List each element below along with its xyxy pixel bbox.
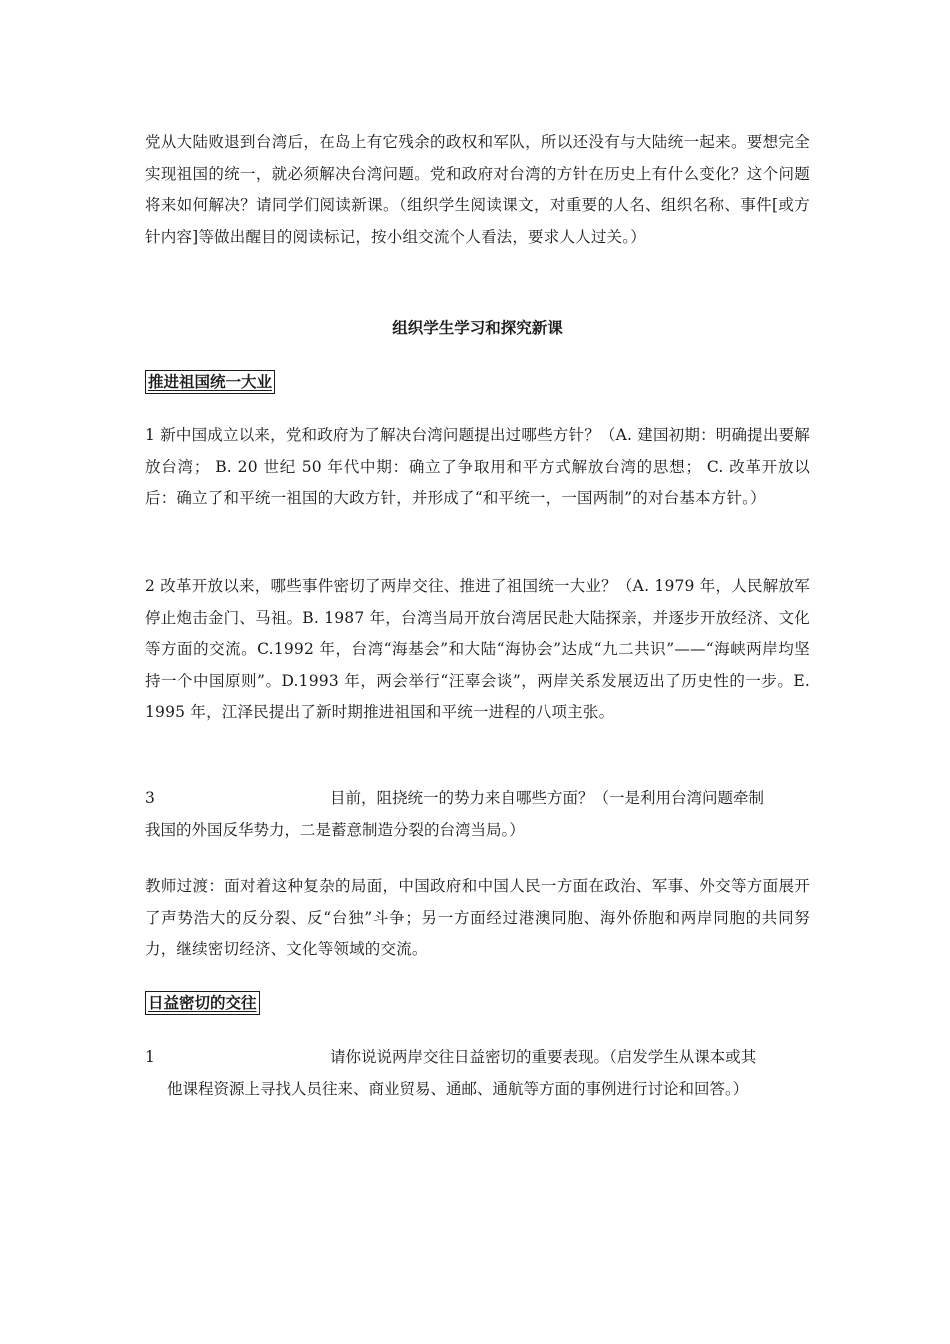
question-2-paragraph: 2 改革开放以来，哪些事件密切了两岸交往、推进了祖国统一大业？（A. 1979 年，人民解放军停止炮击金门、马祖。B. 1987 年，台湾当局开放台湾居民赴大陆探亲，并逐步开放经济、文化等方面的交流。C.1992 年，台湾“海基会”和大陆“海协会”达成“九二共识”——“海峡两岸均坚持一个中国原则”。D.1993 年，两会举行“汪辜会谈”，两岸关系发展迈出了历史性的一步。E. 1995 年，江泽民提出了新时期推进祖国和平统一进程的八项主张。 xyxy=(145,577,810,721)
question-3-number: 3 xyxy=(145,789,155,807)
section-heading-unification: 推进祖国统一大业 xyxy=(145,370,275,394)
section2-question-1-first-line: 请你说说两岸交往日益密切的重要表现。（启发学生从课本或其 xyxy=(330,1048,757,1066)
teacher-transition-paragraph: 教师过渡：面对着这种复杂的局面，中国政府和中国人民一方面在政治、军事、外交等方面展开了声势浩大的反分裂、反“台独”斗争；另一方面经过港澳同胞、海外侨胞和两岸同胞的共同努力，继续密切经济、文化等领域的交流。 xyxy=(145,877,810,958)
question-3-first-line: 目前，阻挠统一的势力来自哪些方面？（一是利用台湾问题牵制 xyxy=(330,789,765,807)
question-3-paragraph xyxy=(145,783,810,846)
section2-question-1-rest: 他课程资源上寻找人员往来、商业贸易、通邮、通航等方面的事例进行讨论和回答。） xyxy=(167,1079,749,1098)
section2-question-1-number: 1 xyxy=(145,1048,155,1066)
section-heading-exchanges: 日益密切的交往 xyxy=(145,991,260,1015)
question-1-paragraph: 1 新中国成立以来，党和政府为了解决台湾问题提出过哪些方针？（A. 建国初期：明确提出要解放台湾； B. 20 世纪 50 年代中期：确立了争取用和平方式解放台湾的思想； C. 改革开放以后：确立了和平统一祖国的大政方针，并形成了“和平统一，一国两制”的对台基本方针。） xyxy=(145,426,810,507)
center-title: 组织学生学习和探究新课 xyxy=(392,318,563,337)
intro-paragraph: 党从大陆败退到台湾后，在岛上有它残余的政权和军队，所以还没有与大陆统一起来。要想完全实现祖国的统一，就必须解决台湾问题。党和政府对台湾的方针在历史上有什么变化？这个问题将来如何解决？请同学们阅读新课。（组织学生阅读课文，对重要的人名、组织名称、事件[或方针内容]等做出醒目的阅读标记，按小组交流个人看法，要求人人过关。） xyxy=(145,133,810,246)
section2-question-1-paragraph xyxy=(145,1042,810,1105)
question-3-rest: 我国的外国反华势力，二是蓄意制造分裂的台湾当局。） xyxy=(145,820,525,839)
